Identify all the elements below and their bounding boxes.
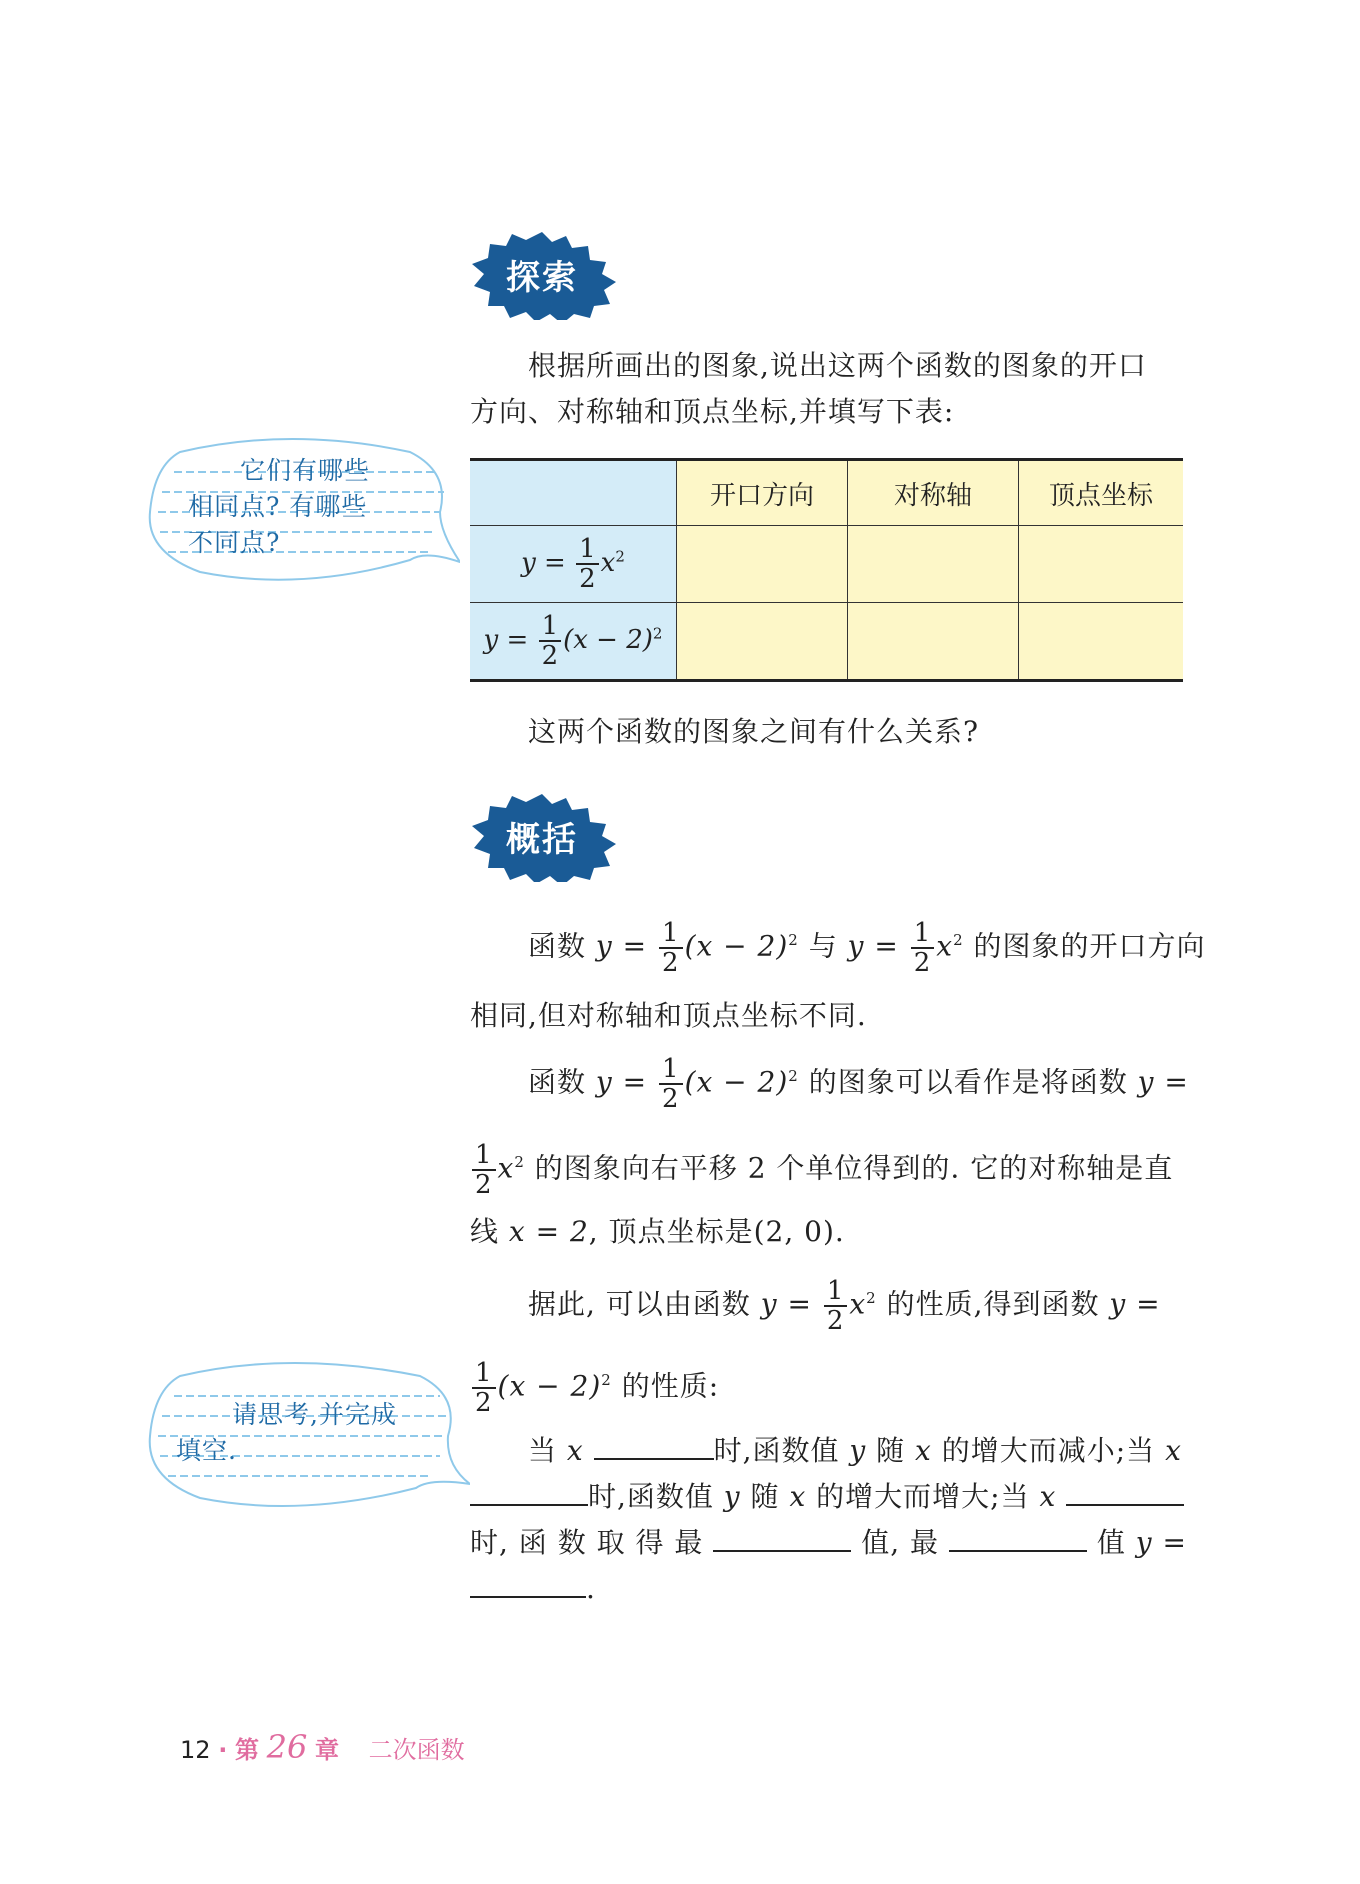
table-header-row <box>470 460 1183 526</box>
note-2-line2: 填空. <box>176 1436 237 1465</box>
table-corner-cell <box>470 460 677 526</box>
note-2-line1: 请思考,并完成 <box>232 1400 397 1429</box>
header-opening-direction: 开口方向 <box>677 460 848 526</box>
note-1-line1: 它们有哪些 <box>240 456 371 485</box>
page-footer <box>180 1728 465 1766</box>
note-bubble-2 <box>140 1356 470 1516</box>
summary-p3-line1: 据此, 可以由函数 y = $\frac{1}{2}$ $x^2$ 的性质,得到函数 y = <box>528 1275 1161 1336</box>
header-axis-of-symmetry: 对称轴 <box>848 460 1019 526</box>
chapter-title: 二次函数 <box>368 1736 465 1764</box>
row2-function: y = $\frac{1}{2}$ $(x - 2)^2$ <box>470 603 677 681</box>
summary-p2-line2: $\frac{1}{2}$ $x^2$ 的图象向右平移 2 个单位得到的. 它的对称轴是直 <box>470 1140 1173 1199</box>
table-row <box>470 603 1183 681</box>
explore-badge-label: 探索 <box>506 257 578 298</box>
blank-1[interactable] <box>594 1428 714 1460</box>
blank-5[interactable] <box>949 1520 1087 1552</box>
explore-intro-line1: 根据所画出的图象,说出这两个函数的图象的开口 <box>528 349 1147 382</box>
blank-4[interactable] <box>713 1520 851 1552</box>
row2-axis-cell[interactable] <box>848 603 1019 681</box>
explore-question: 这两个函数的图象之间有什么关系? <box>528 715 980 748</box>
summary-badge-label: 概括 <box>506 819 578 860</box>
header-vertex: 顶点坐标 <box>1019 460 1184 526</box>
row1-vertex-cell[interactable] <box>1019 526 1184 603</box>
summary-p2-line3: 线 x = 2, 顶点坐标是(2, 0). <box>470 1215 845 1248</box>
summary-badge <box>462 790 622 882</box>
table-row <box>470 526 1183 603</box>
blank-2[interactable] <box>470 1474 588 1506</box>
footer-separator: · <box>218 1736 228 1764</box>
fill-line4: . <box>470 1566 596 1611</box>
summary-p1-line2: 相同,但对称轴和顶点坐标不同. <box>470 999 867 1032</box>
note-1-line3: 不同点? <box>188 528 281 557</box>
comparison-table <box>470 458 1183 682</box>
summary-p2-line1: 函数 y = $\frac{1}{2}$ $(x - 2)^2$ 的图象可以看作是将函数 y = <box>528 1053 1189 1114</box>
summary-p3-line2: $\frac{1}{2}$ $(x - 2)^2$ 的性质: <box>470 1358 719 1417</box>
note-bubble-1 <box>140 432 460 592</box>
fill-line2: 时,函数值 y 随 x 的增大而增大;当 x <box>470 1474 1184 1519</box>
chapter-prefix: 第 <box>234 1736 259 1764</box>
row2-direction-cell[interactable] <box>677 603 848 681</box>
fill-line1: 当 x 时,函数值 y 随 x 的增大而减小;当 x <box>528 1428 1182 1473</box>
blank-3[interactable] <box>1066 1474 1184 1506</box>
row2-vertex-cell[interactable] <box>1019 603 1184 681</box>
row1-axis-cell[interactable] <box>848 526 1019 603</box>
blank-6[interactable] <box>470 1566 586 1598</box>
fill-line3: 时, 函 数 取 得 最 值, 最 值 y = <box>470 1520 1187 1565</box>
chapter-number: 26 <box>266 1728 308 1766</box>
explore-badge <box>462 228 622 320</box>
page-number: 12 <box>180 1736 211 1764</box>
chapter-suffix: 章 <box>314 1736 339 1764</box>
row1-function: y = $\frac{1}{2}$ $x^2$ <box>470 526 677 603</box>
summary-p1-line1: 函数 y = $\frac{1}{2}$ $(x - 2)^2$ 与 y = $\frac{1}{2}$ $x^2$ 的图象的开口方向 <box>528 917 1206 978</box>
row1-direction-cell[interactable] <box>677 526 848 603</box>
note-1-line2: 相同点? 有哪些 <box>188 492 368 521</box>
explore-intro-line2: 方向、对称轴和顶点坐标,并填写下表: <box>470 395 955 428</box>
